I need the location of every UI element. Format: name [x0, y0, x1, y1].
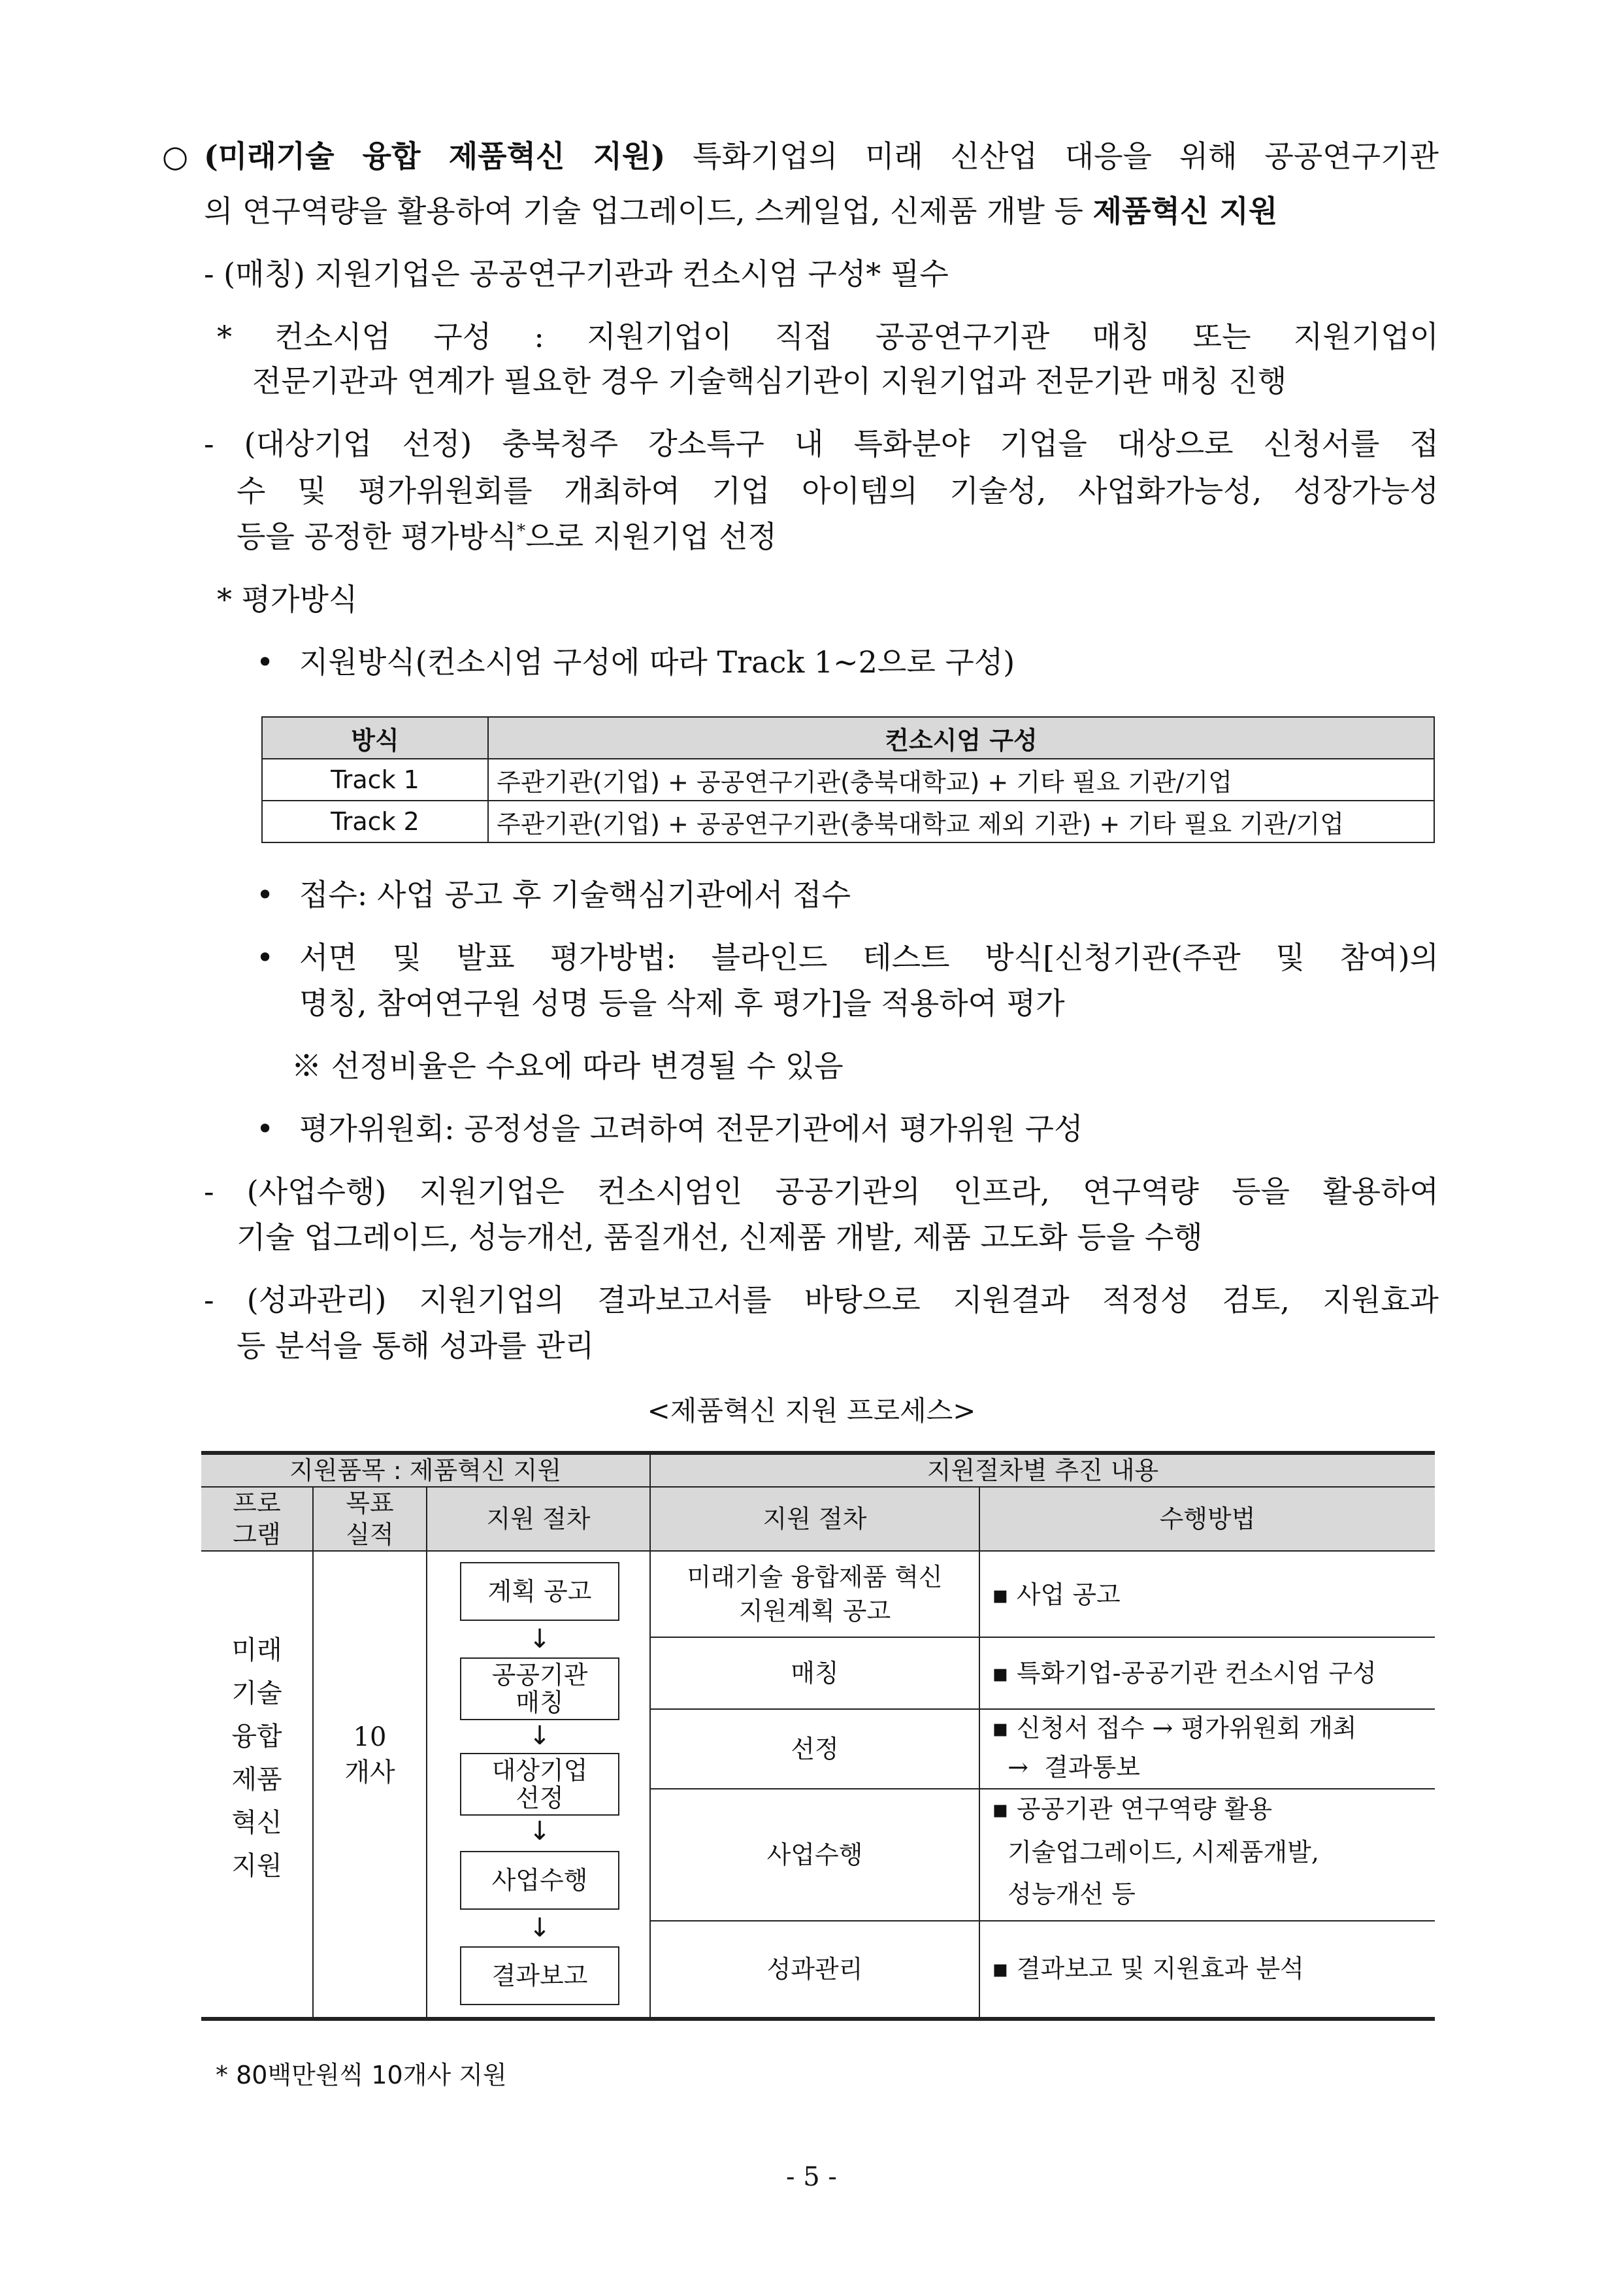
table-bottom-rule — [201, 2017, 1435, 2021]
bullet-dot: • — [256, 1111, 274, 1146]
target-value: 10 개사 — [344, 1722, 395, 1788]
step-method: ▪ 결과보고 및 지원효과 분석 — [992, 1954, 1304, 1983]
track-name: Track 1 — [262, 759, 488, 801]
step-method: ▪ 사업 공고 — [992, 1580, 1121, 1609]
eval-bullet-committee: 평가위원회: 공정성을 고려하여 전문기관에서 평가위원 구성 — [299, 1111, 1083, 1146]
selection-line3-pre: 등을 공정한 평가방식 — [237, 519, 517, 554]
selection-line2: 수 및 평가위원회를 개최하여 기업 아이템의 기술성, 사업화가능성, 성장가능성 — [237, 473, 1439, 508]
section-heading-line1 — [204, 136, 1439, 176]
flow-arrow: ↓ — [529, 1721, 551, 1751]
eval-bullet-blind-line2: 명칭, 참여연구원 성명 등을 삭제 후 평가]을 적용하여 평가 — [299, 986, 1065, 1021]
section-heading-line2-bold: 제품혁신 지원 — [1092, 193, 1278, 229]
section-heading-line2 — [204, 191, 1277, 231]
flow-arrow: ↓ — [529, 1816, 551, 1846]
flow-box: 대상기업 선정 — [460, 1753, 619, 1816]
step-name: 선정 — [791, 1735, 839, 1763]
track-header-consortium: 컨소시엄 구성 — [488, 717, 1434, 759]
flow-arrow: ↓ — [529, 1913, 551, 1943]
track-composition: 주관기관(기업) + 공공연구기관(충북대학교 제외 기관) + 기타 필요 기관/기업 — [488, 801, 1434, 842]
step-name: 성과관리 — [766, 1955, 863, 1984]
section-heading-rest: 특화기업의 미래 신산업 대응을 위해 공공연구기관 — [693, 139, 1439, 174]
bullet-dot: • — [256, 877, 274, 912]
matching-note-line2: 전문기관과 연계가 필요한 경우 기술핵심기관이 지원기업과 전문기관 매칭 진행 — [252, 363, 1287, 399]
support-method-line: 지원방식(컨소시엄 구성에 따라 Track 1~2으로 구성) — [299, 644, 1015, 680]
track-name: Track 2 — [262, 801, 488, 842]
program-name: 미래 기술 융합 제품 혁신 지원 — [231, 1635, 282, 1881]
step-method: 기술업그레이드, 시제품개발, — [992, 1838, 1319, 1867]
selection-line1: - (대상기업 선정) 충북청주 강소특구 내 특화분야 기업을 대상으로 신청서를 접 — [204, 426, 1439, 461]
section-bullet: ○ — [162, 139, 189, 174]
bullet-dot: • — [256, 644, 274, 680]
track-composition: 주관기관(기업) + 공공연구기관(충북대학교) + 기타 필요 기관/기업 — [488, 759, 1434, 801]
step-method: ▪ 공공기관 연구역량 활용 — [992, 1795, 1273, 1823]
process-caption: <제품혁신 지원 프로세스> — [647, 1395, 976, 1427]
execution-line1: - (사업수행) 지원기업은 컨소시엄인 공공기관의 인프라, 연구역량 등을 활용하여 — [204, 1174, 1439, 1209]
execution-line2: 기술 업그레이드, 성능개선, 품질개선, 신제품 개발, 제품 고도화 등을 수행 — [237, 1220, 1203, 1255]
col-target: 목표 실적 — [346, 1489, 394, 1549]
step-name: 사업수행 — [766, 1840, 863, 1869]
step-name: 미래기술 융합제품 혁신 지원계획 공고 — [687, 1563, 943, 1625]
process-table — [201, 1451, 1435, 2021]
header-procedure-content: 지원절차별 추진 내용 — [926, 1456, 1159, 1485]
header-support-item: 지원품목 : 제품혁신 지원 — [289, 1456, 562, 1485]
step-method: ▪ 특화기업-공공기관 컨소시엄 구성 — [992, 1659, 1377, 1688]
track-table-header — [262, 717, 1434, 759]
page-number: - 5 - — [786, 2162, 837, 2192]
eval-bullet-receipt: 접수: 사업 공고 후 기술핵심기관에서 접수 — [299, 877, 851, 912]
col-procedure-detail: 지원 절차 — [762, 1505, 867, 1533]
selection-line3 — [237, 516, 777, 557]
footnote: * 80백만원씩 10개사 지원 — [216, 2061, 507, 2089]
eval-bullet-blind-line1: 서면 및 발표 평가방법: 블라인드 테스트 방식[신청기관(주관 및 참여)의 — [299, 940, 1439, 975]
track-table — [261, 716, 1435, 843]
flow-arrow: ↓ — [529, 1624, 551, 1654]
matching-line: - (매칭) 지원기업은 공공연구기관과 컨소시엄 구성* 필수 — [204, 256, 949, 291]
table-row — [262, 801, 1434, 842]
section-heading-line2-text: 의 연구역량을 활용하여 기술 업그레이드, 스케일업, 신제품 개발 등 — [204, 193, 1083, 229]
table-row — [262, 759, 1434, 801]
performance-line1: - (성과관리) 지원기업의 결과보고서를 바탕으로 지원결과 적정성 검토, 지원효과 — [204, 1282, 1439, 1318]
flow-box: 공공기관 매칭 — [460, 1657, 619, 1720]
table-col-rule — [426, 1486, 427, 2017]
eval-title: * 평가방식 — [217, 582, 358, 617]
selection-line3-sup: * — [517, 521, 526, 541]
step-name: 매칭 — [791, 1659, 839, 1688]
col-method: 수행방법 — [1159, 1505, 1256, 1533]
col-procedure: 지원 절차 — [486, 1505, 591, 1533]
step-method: ▪ 신청서 접수 → 평가위원회 개최 — [992, 1714, 1357, 1742]
section-title: (미래기술 융합 제품혁신 지원) — [204, 139, 666, 174]
bullet-dot: • — [256, 940, 274, 975]
selection-line3-post: 으로 지원기업 선정 — [525, 519, 777, 554]
flow-box: 결과보고 — [460, 1946, 619, 2005]
matching-note-line1: * 컨소시엄 구성 : 지원기업이 직접 공공연구기관 매칭 또는 지원기업이 — [217, 319, 1439, 354]
step-method: 성능개선 등 — [992, 1880, 1136, 1908]
flow-box: 사업수행 — [460, 1851, 619, 1910]
performance-line2: 등 분석을 통해 성과를 관리 — [237, 1328, 595, 1363]
track-header-method: 방식 — [262, 717, 488, 759]
flow-box: 계획 공고 — [460, 1562, 619, 1621]
selection-ratio-note: ※ 선정비율은 수요에 따라 변경될 수 있음 — [291, 1048, 844, 1084]
col-program: 프로 그램 — [233, 1489, 281, 1549]
step-method: → 결과통보 — [992, 1753, 1140, 1782]
